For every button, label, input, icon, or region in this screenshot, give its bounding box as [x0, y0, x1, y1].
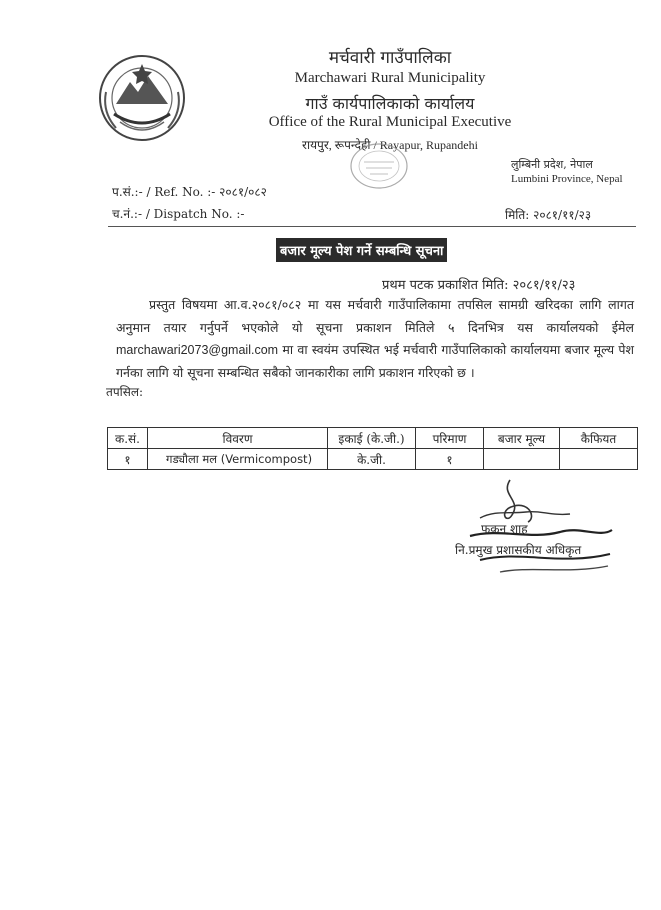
schedule-label: तपसिल:: [106, 385, 144, 399]
office-address: रायपुर, रूपन्देही / Rayapur, Rupandehi: [302, 138, 478, 152]
header-remarks: कैफियत: [560, 428, 638, 449]
cell-remarks: [560, 449, 638, 470]
items-table: [107, 427, 638, 470]
municipality-title-english: Marchawari Rural Municipality: [294, 70, 486, 86]
government-emblem-logo: [96, 52, 188, 144]
reference-number: प.सं.:- / Ref. No. :- २०८१/०८२: [112, 185, 267, 199]
cell-serial: १: [108, 449, 148, 470]
cell-description: गड्यौला मल (Vermicompost): [148, 449, 328, 470]
municipality-title-nepali: मर्चवारी गाउँपालिका: [328, 48, 452, 68]
header-market-price: बजार मूल्य: [484, 428, 560, 449]
signatory-name: फकन शाह: [481, 522, 528, 536]
first-published-date: प्रथम पटक प्रकाशित मिति: २०८१/११/२३: [382, 278, 576, 293]
notice-body-part-2: मा वा स्वयंम उपस्थित भई मर्चवारी गाउँपालिकाको कार्यालयमा बजार मूल्य पेश गर्नका लागि यो सूचना सम्बन्धित सबैको जानकारीका लागि प्रकाशन गरिएको छ ।: [116, 342, 635, 380]
email-address: marchawari2073@gmail.com: [116, 343, 279, 357]
cell-market-price: [484, 449, 560, 470]
signature-mark: [440, 470, 640, 600]
province-english: Lumbini Province, Nepal: [511, 173, 623, 185]
header-divider: [108, 226, 636, 227]
cell-unit: के.जी.: [328, 449, 416, 470]
notice-title: बजार मूल्य पेश गर्ने सम्बन्धि सूचना: [276, 238, 447, 262]
cell-quantity: १: [416, 449, 484, 470]
dispatch-number: च.नं.:- / Dispatch No. :-: [112, 207, 245, 221]
signatory-role: नि.प्रमुख प्रशासकीय अधिकृत: [455, 543, 582, 557]
header-description: विवरण: [148, 428, 328, 449]
office-title-english: Office of the Rural Municipal Executive: [268, 114, 512, 130]
table-header-row: [108, 428, 638, 449]
header-serial: क.सं.: [108, 428, 148, 449]
province-nepali: लुम्बिनी प्रदेश, नेपाल: [511, 158, 593, 171]
office-stamp: [348, 140, 410, 192]
table-row: [108, 449, 638, 470]
header-unit: इकाई (के.जी.): [328, 428, 416, 449]
notice-body: [116, 294, 634, 384]
office-title-nepali: गाउँ कार्यपालिकाको कार्यालय: [305, 94, 475, 113]
notice-body-part-1: प्रस्तुत विषयमा आ.व.२०८१/०८२ मा यस मर्चवारी गाउँपालिकामा तपसिल सामग्री खरिदका लागि लागत अनुमान तयार गर्नुपर्ने भएकोले यो सूचना प्रकाशन मितिले ५ दिनभित्र यस कार्यालयको ईमेल: [116, 297, 634, 335]
letter-date: मिति: २०८१/११/२३: [505, 208, 592, 222]
header-quantity: परिमाण: [416, 428, 484, 449]
